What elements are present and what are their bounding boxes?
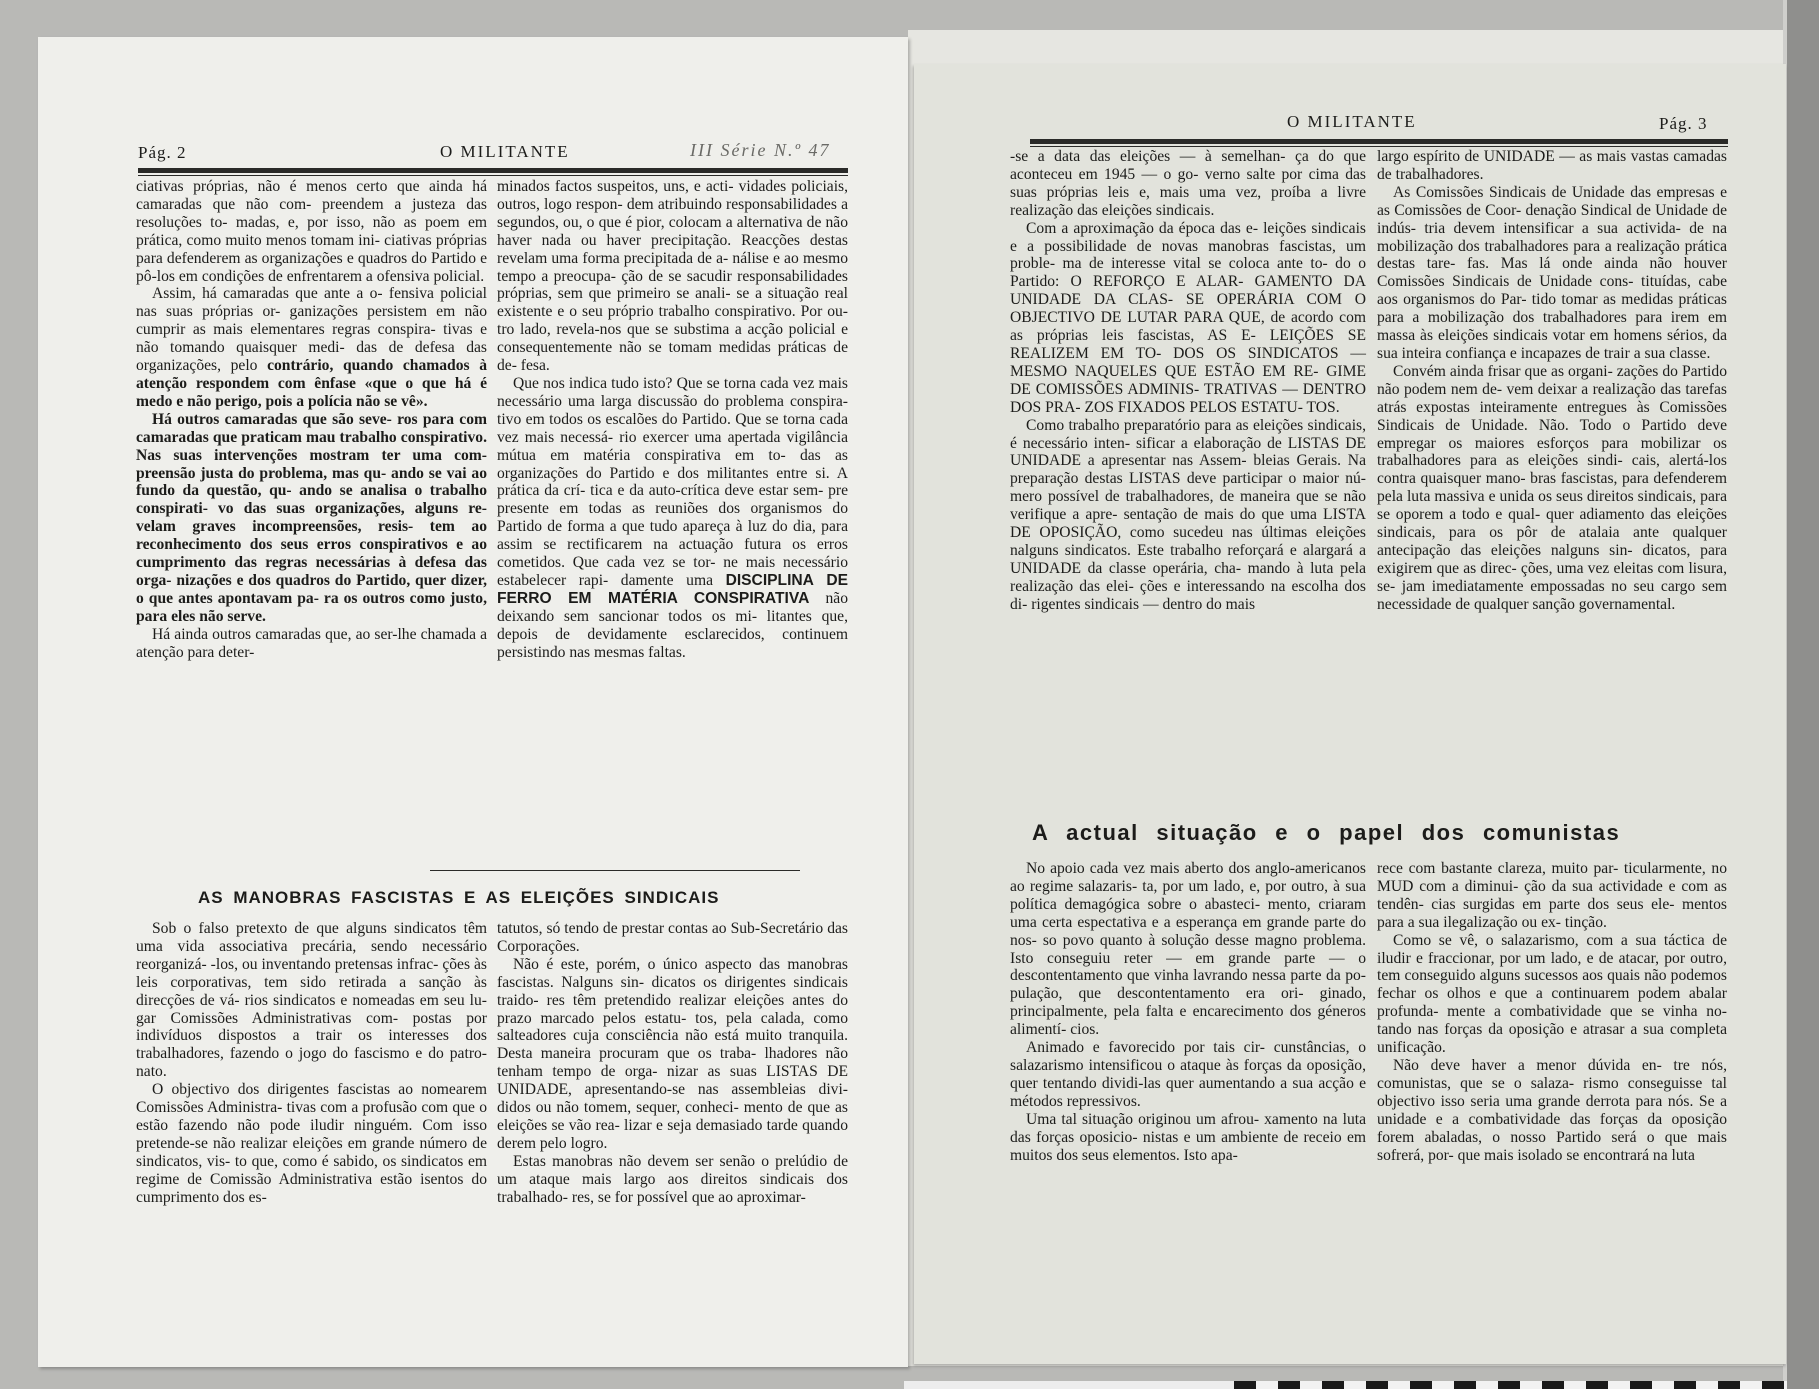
scan-dark-strip — [1787, 0, 1819, 1389]
text-run: Que nos indica tudo isto? Que se torna cada vez mais necessário uma larga discussão do problema conspira- tivo em todos os escalões do Partido. Que se torna cada vez mais necessá- rio exercer uma apertada vigilância mútua em matéria conspirativa em to- das as organizações do Partido e dos militantes entre si. A prática da crí- tica e da auto-crítica deve estar sem- pre presente em todas as reuniões dos organismos do Partido de forma a que tudo apareça à luz do dia, para assim se rectificarem na actuação futura os erros cometidos. Que cada vez se tor- ne mais necessário estabelecer rapi- damente uma — [497, 374, 848, 589]
paragraph: No apoio cada vez mais aberto dos anglo-americanos ao regime salazaris- ta, por um lado, e, por outro, à sua política demagógica sobre o abasteci- mento, criaram uma certa espectativa e a esperança em grande parte do nos- so povo quanto à solução desse magno problema. Isto conseguiu reter — em grande parte — o descontentamento que vinha lavrando nessa parte da po- pulação, que descontentamento era ori- ginado, principalmente, pela falta e encarecimento dos géneros alimentí- cios. — [1010, 860, 1366, 1039]
text-run: Com a aproximação da época das e- leições sindicais e a possibilidade de novas manobras fascistas, um proble- ma de interesse vital se coloca ante to- do o Partido: — [1010, 219, 1366, 291]
right-header-rule — [1030, 139, 1728, 144]
text-run: Assim, há camaradas que ante a o- fensiva policial nas suas próprias or- ganizações persistem em não cumprir as mais elementares regras conspira- tivas e não tomando quaisquer medi- das de defesa das organizações, pelo — [136, 285, 487, 375]
paragraph — [497, 375, 848, 662]
scan-scale-bar-light — [904, 1381, 1234, 1389]
right-paper-title: O MILITANTE — [1287, 112, 1417, 131]
paragraph: Há ainda outros camaradas que, ao ser-lhe chamada a atenção para deter- — [136, 625, 487, 661]
left-header-rule — [138, 168, 848, 173]
section-title-manobras: AS MANOBRAS FASCISTAS E AS ELEIÇÕES SINDICAIS — [198, 888, 720, 907]
right-page-number: Pág. 3 — [1659, 114, 1708, 133]
paragraph: rece com bastante clareza, muito par- ticularmente, no MUD com a diminui- ção da sua actividade e com as tendên- cias surgidas em parte dos seus ele- mentos para a sua ilegalização ou ex- tinção. — [1377, 860, 1727, 931]
paragraph: As Comissões Sindicais de Unidade das empresas e as Comissões de Coor- denação Sindical de Unidade de indús- tria devem intensificar a sua activida- de na mobilização dos trabalhadores para a realização prática destas tare- fas. Mas lá onde ainda não houver Comissões Sindicais de Unidade cons- tituídas, cabe aos organismos do Par- tido tomar as medidas práticas para a mobilização dos trabalhadores para irem em massa às eleições sindicais votar em homens sérios, da sua inteira confiança e incapazes de trair a sua classe. — [1377, 183, 1727, 362]
paragraph: O objectivo dos dirigentes fascistas ao nomearem Comissões Administra- tivas com a profusão com que o estão fazendo não pode iludir ninguém. Com isso pretende-se não realizar eleições em grande número de sindicatos, vis- to que, como é sabido, os sindicatos em regime de Comissão Administrativa estão isentos do cumprimento dos es- — [136, 1081, 487, 1206]
left-page-number: Pág. 2 — [138, 143, 187, 162]
paragraph: ciativas próprias, não é menos certo que ainda há camaradas que não com- preendem a justeza das resoluções to- madas, e, por isso, não as poem em prática, como muito menos tomam ini- ciativas próprias para defenderem as organizações e quadros do Partido e pô-los em condições de enfrentarem a ofensiva policial. — [136, 178, 487, 285]
left-column-4 — [497, 920, 848, 1207]
right-column-2 — [1377, 148, 1727, 614]
paragraph: -se a data das eleições — à semelhan- ça do que aconteceu em 1945 — o go- verno salte por cima das suas próprias leis e, mais uma vez, proíba a livre realização das eleições sindicais. — [1010, 148, 1366, 219]
caps-text-run: AS E- LEIÇÕES SE REALIZEM EM TO- DOS OS SINDICATOS — MESMO NAQUELES QUE ESTÃO EM RE- GIME DE COMISSÕES ADMINIS- TRATIVAS — DENTRO DOS PRA- ZOS FIXADOS PELOS ESTATU- TOS. — [1010, 327, 1367, 416]
right-page-header — [1030, 108, 1730, 142]
paragraph: Não é este, porém, o único aspecto das manobras fascistas. Nalguns sin- dicatos os dirigentes sindicais traido- res têm pretendido realizar eleições antes do prazo marcado pelos estatu- tos, pela calada, como salteadores cuja consciência não está muito tranquila. Desta maneira procuram que os traba- lhadores não tenham tempo de orga- nizar as suas LISTAS DE UNIDADE, apresentando-se nas assembleias divi- didos ou não tomem, sequer, conheci- mento de que as eleições se vão rea- lizar e seja demasiado tarde quando derem pelo logro. — [497, 955, 848, 1152]
bold-text-run: contrário, quando chamados à atenção respondem com ênfase «que o que há é medo e não perigo, pois a polícia não se vê». — [136, 357, 487, 410]
left-paper-title: O MILITANTE — [440, 142, 570, 161]
text-run: , de acordo com as próprias leis fascistas, — [1010, 309, 1366, 345]
left-page-header — [100, 140, 890, 168]
paragraph: Como se vê, o salazarismo, com a sua táctica de iludir e fraccionar, por um lado, e de atacar, por outro, tem conseguido alguns sucessos aos quais não podemos fechar os olhos e que a continuarem podem abalar profunda- mente a combatividade que se vinha no- tando nas forças da oposição e atrasar a sua completa unificação. — [1377, 931, 1727, 1057]
left-header-rule-thin — [138, 175, 848, 176]
paragraph: Como trabalho preparatório para as eleições sindicais, é necessário inten- sificar a elaboração de LISTAS DE UNIDADE a apresentar nas Assem- bleias Gerais. Na preparação destas LISTAS deve participar o maior nú- mero possível de trabalhadores, de maneira que se não verifique a apre- sentação de mais do que uma LISTA DE OPOSIÇÃO, como sucedeu nas últimas eleições nalguns sindicatos. Este trabalho reforçará e alargará a UNIDADE da classe operária, cha- mando à luta pela realização das elei- ções e interessando na escolha dos di- rigentes sindicais — dentro do mais — [1010, 416, 1366, 613]
paragraph: Não deve haver a menor dúvida en- tre nós, comunistas, que se o salaza- rismo conseguisse tal objectivo isso seria uma grande derrota para nós. Se a unidade e a combatividade das forças da oposição forem abaladas, o nosso Partido será o que mais sofrerá, por- que mais isolado se encontrará na luta — [1377, 1056, 1727, 1164]
right-column-1 — [1010, 148, 1366, 614]
left-column-2 — [497, 178, 848, 661]
paragraph: Estas manobras não devem ser senão o prelúdio de um ataque mais largo aos direitos sindicais dos trabalhado- res, se for possível que ao aproximar- — [497, 1152, 848, 1206]
paragraph: Convém ainda frisar que as organi- zações do Partido não podem nem de- vem deixar a realização das tarefas atrás expostas inteiramente entregues às Comissões Sindicais de Unidade. Não. Todo o Partido deve empregar os maiores esforços para mobilizar os trabalhadores para as eleições sindi- cais, alertá-los contra quaisquer mano- bras fascistas, para defenderem pela luta massiva e unida os seus direitos sindicais, para se oporem a todo e qual- quer adiamento das eleições sindicais, para os pôr de atalaia ante qualquer antecipação das eleições nalguns sin- dicatos, para exigirem que as direc- ções, uma vez eleitas com lisura, se- jam imediatamente empossadas no seu cargo sem necessidade de qualquer sanção governamental. — [1377, 362, 1727, 613]
paragraph: Uma tal situação originou um afrou- xamento na luta das forças oposicio- nistas e um ambiente de receio em muitos dos seus elementos. Isto apa- — [1010, 1110, 1366, 1164]
section-divider — [430, 870, 800, 871]
paragraph: Animado e favorecido por tais cir- cunstâncias, o salazarismo intensificou o ataque às forças da oposição, quer tentando dividi-las quer aumentando a sua acção e métodos repressivos. — [1010, 1039, 1366, 1110]
right-column-3 — [1010, 860, 1366, 1164]
text-run: não deixando sem sancionar todos os mi- litantes que, depois de devidamente esclarecidos, continuem persistindo nas mesmas faltas. — [497, 589, 848, 661]
paragraph: Sob o falso pretexto de que alguns sindicatos têm uma vida associativa precária, sendo necessário reorganizá- -los, ou inventando pretensas infrac- ções às leis corporativas, tem sido retirada a sanção às direcções de vá- rios sindicatos e nomeadas em seu lu- gar Comissões Administrativas com- postas por indivíduos dispostos a trair os interesses dos trabalhadores, fazendo o jogo do fascismo e do patro- nato. — [136, 920, 487, 1081]
right-header-rule-thin — [1030, 146, 1728, 147]
paragraph: Há outros camaradas que são seve- ros para com camaradas que praticam mau trabalho conspirativo. Nas suas intervenções mostram ter uma com- preensão justa do problema, mas qu- ando se vai ao fundo da questão, qu- ando se analisa o trabalho conspirati- vo das suas organizações, alguns re- velam graves incompreensões, resis- tem ao reconhecimento dos seus erros conspirativos e ao cumprimento das regras necessárias à defesa das orga- nizações e dos quadros do Partido, quer dizer, o que antes apontavam pa- ra os outros como justo, para eles não serve. — [136, 410, 487, 625]
left-column-1 — [136, 178, 487, 661]
bold-text-run: DISCIPLINA DE FERRO EM MATÉRIA CONSPIRATIVA — [497, 571, 848, 607]
caps-text-run: O REFORÇO E ALAR- GAMENTO DA UNIDADE DA CLAS- SE OPERÁRIA COM O OBJECTIVO DE LUTAR PARA QUE — [1010, 273, 1367, 327]
left-column-3 — [136, 920, 487, 1207]
paragraph — [1010, 220, 1366, 417]
right-column-4 — [1377, 860, 1727, 1164]
left-series-mark: III Série N.º 47 — [690, 140, 831, 160]
paragraph: tatutos, só tendo de prestar contas ao Sub-Secretário das Corporações. — [497, 920, 848, 955]
section-title-actual-situacao: A actual situação e o papel dos comunistas — [1032, 820, 1621, 845]
paragraph: largo espírito de UNIDADE — as mais vastas camadas de trabalhadores. — [1377, 148, 1727, 183]
paragraph — [136, 285, 487, 410]
paragraph: minados factos suspeitos, uns, e acti- vidades policiais, outros, logo respon- dem atribuindo responsabilidades a segundos, ou, o que é pior, colocam a alternativa de não haver nada ou haver precipitação. Reacções destas revelam uma forma precipitada de a- nálise e ao mesmo tempo a preocupa- ção de se sacudir responsabilidades próprias, sem que primeiro se anali- se a situação real existente e o seu próprio trabalho conspirativo. Por ou- tro lado, revela-nos que se substima a acção policial e consequentemente não se tomam medidas práticas de de- fesa. — [497, 178, 848, 375]
